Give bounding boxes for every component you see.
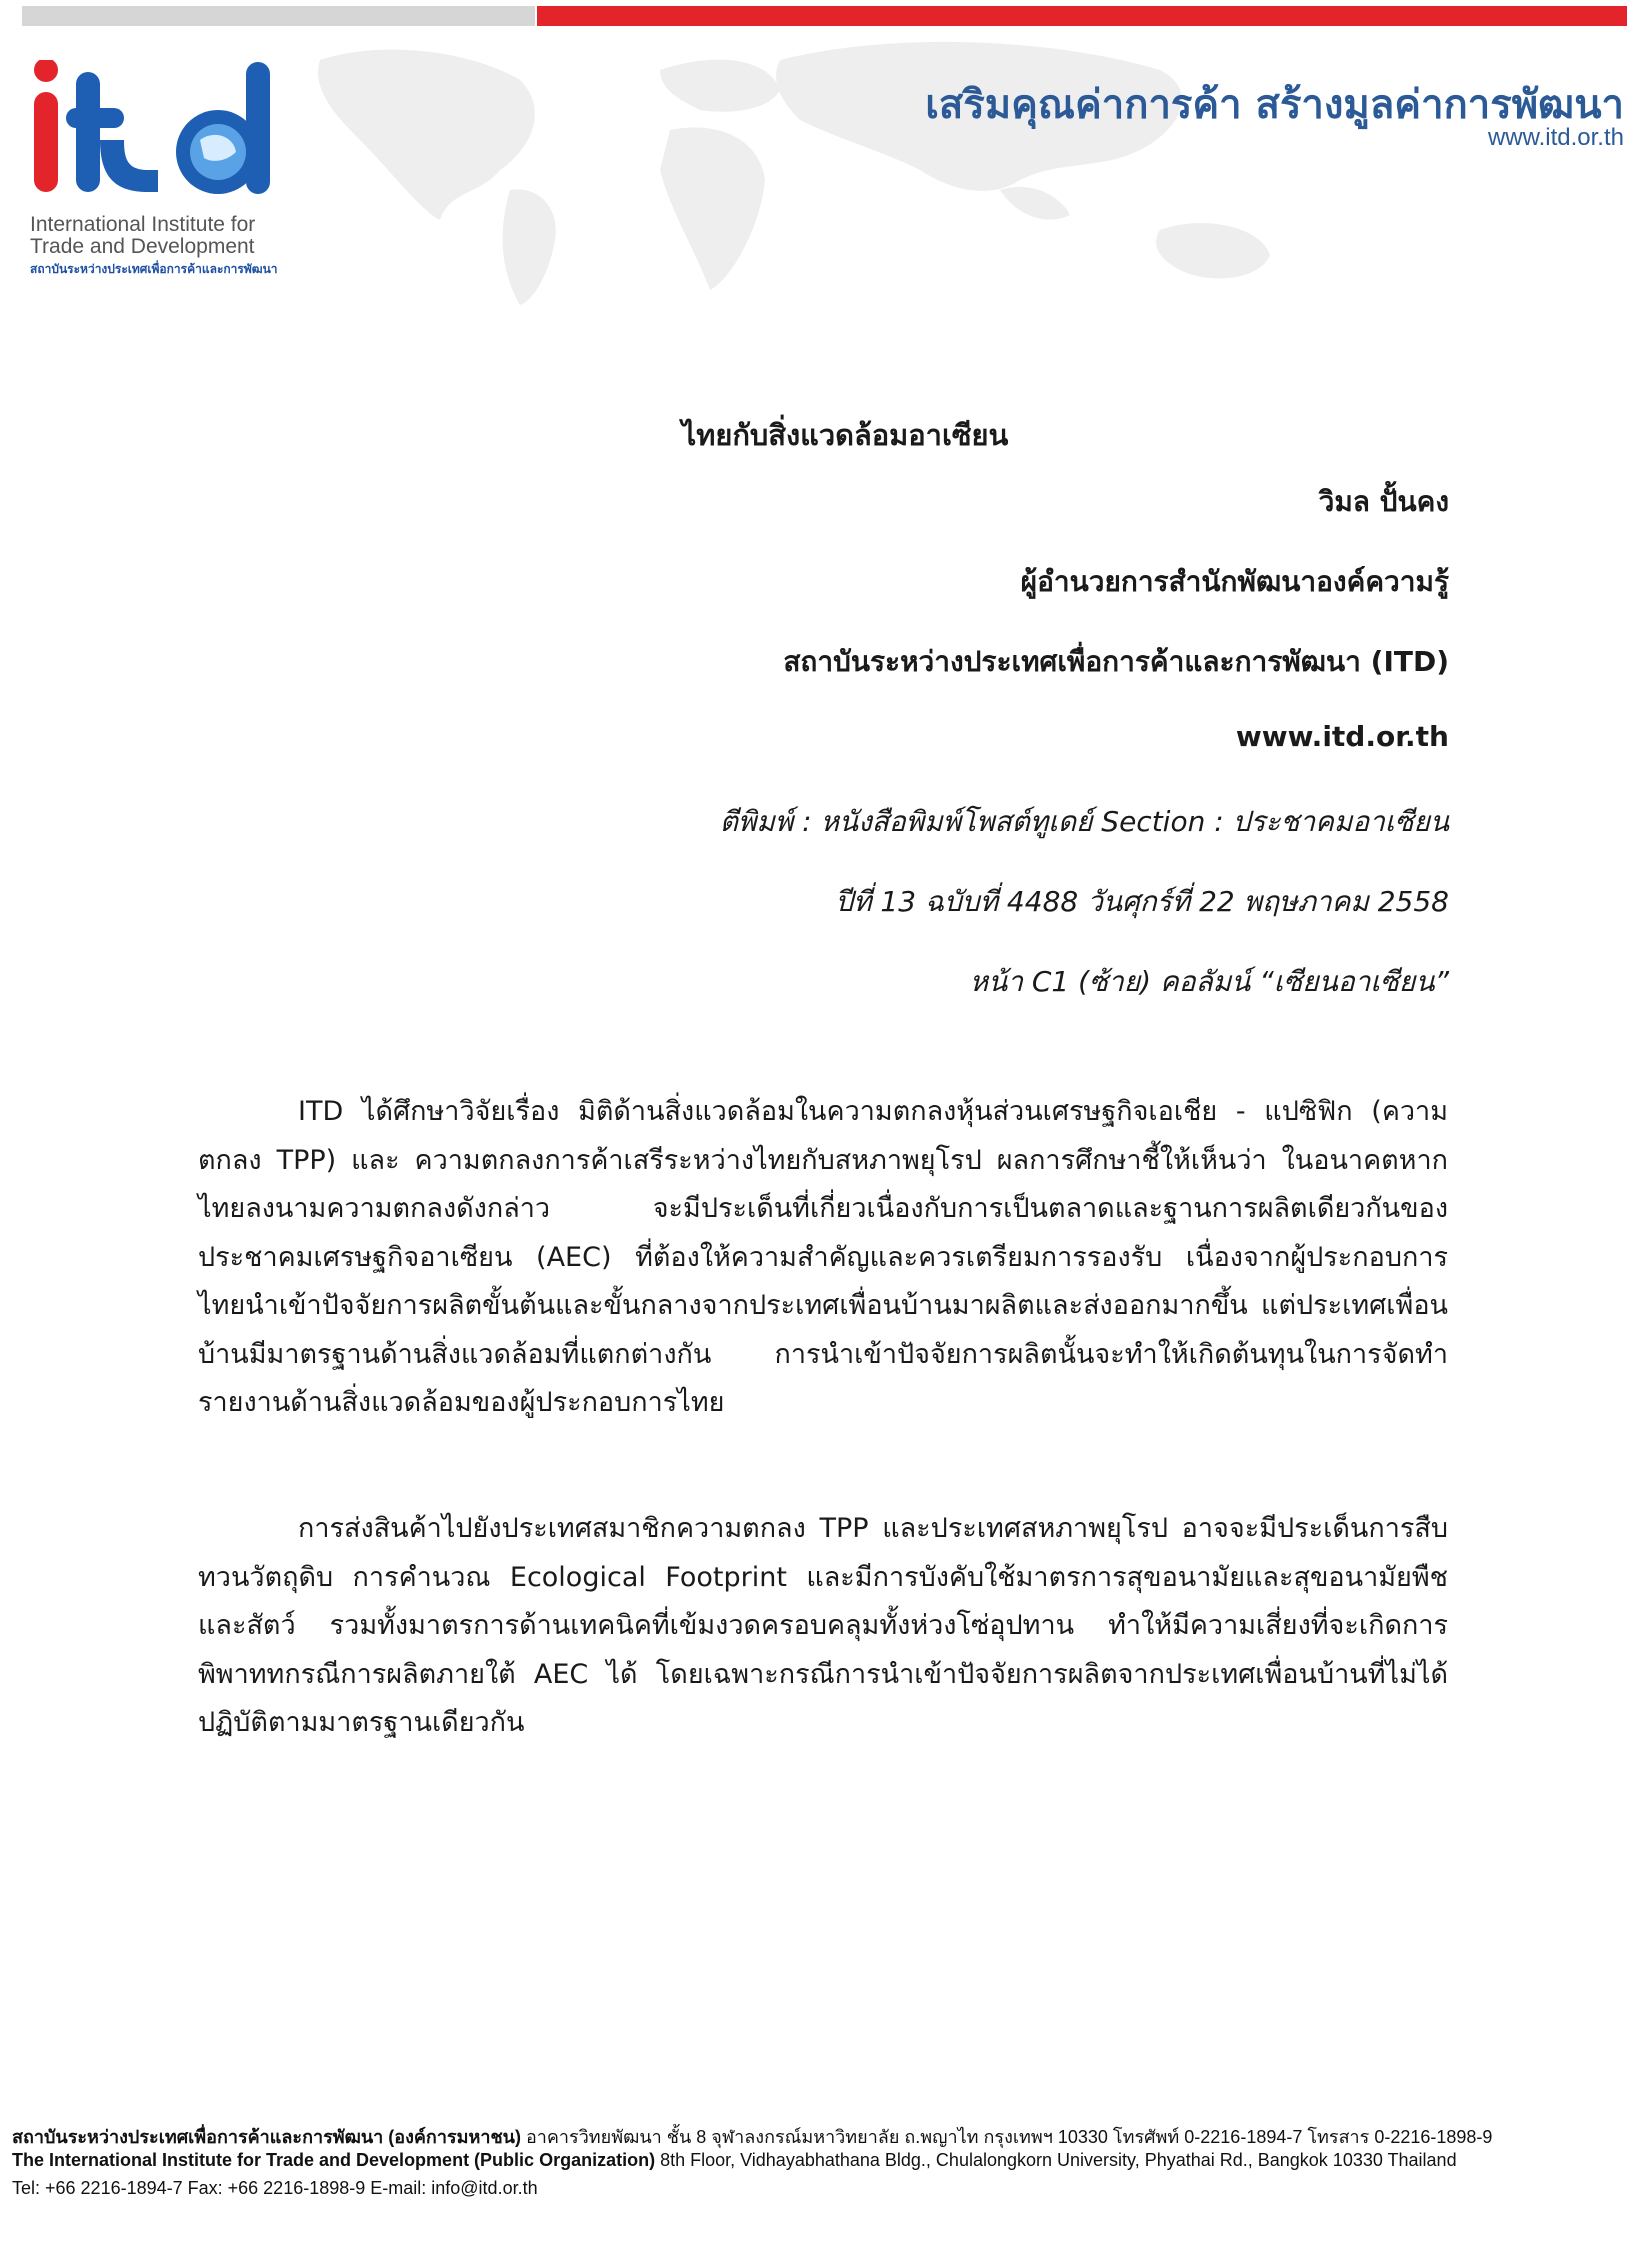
- footer-line-1: [12, 2122, 1492, 2151]
- footer-contact: Tel: +66 2216-1894-7 Fax: +66 2216-1898-9 E-mail: info@itd.or.th: [12, 2178, 538, 2198]
- itd-logo: [28, 60, 288, 220]
- body-paragraph-2: การส่งสินค้าไปยังประเทศสมาชิกความตกลง TPP และประเทศสหภาพยุโรป อาจจะมีประเด็นการสืบทวนวัตถุดิบ การคำนวณ Ecological Footprint และมีการบังคับใช้มาตรการสุขอนามัยและสุขอนามัยพืชและสัตว์ รวมทั้งมาตรการด้านเทคนิคที่เข้มงวดครอบคลุมทั้งห่วงโซ่อุปทาน ทำให้มีความเสี่ยงที่จะเกิดการพิพาททกรณีการผลิตภายใต้ AEC ได้ โดยเฉพาะกรณีการนำเข้าปัจจัยการผลิตจากประเทศเพื่อนบ้านที่ไม่ได้ปฏิบัติตามมาตรฐานเดียวกัน: [198, 1513, 1448, 1738]
- header-slogan: เสริมคุณค่าการค้า สร้างมูลค่าการพัฒนา: [925, 82, 1624, 128]
- footer-org-english: The International Institute for Trade and Development (Public Organization): [12, 2150, 656, 2170]
- footer-address-english: 8th Floor, Vidhayabhathana Bldg., Chulalongkorn University, Phyathai Rd., Bangkok 10330 Thailand: [655, 2150, 1457, 2170]
- logo-line-2: Trade and Development: [30, 235, 255, 258]
- page-column-info: หน้า C1 (ซ้าย) คอลัมน์ “เซียนอาเซียน”: [969, 965, 1449, 998]
- author-organization: สถาบันระหว่างประเทศเพื่อการค้าและการพัฒนา (ITD): [783, 645, 1449, 678]
- author-name: วิมล ปั้นคง: [1318, 485, 1449, 518]
- footer-address-thai: อาคารวิทยพัฒนา ชั้น 8 จุฬาลงกรณ์มหาวิทยาลัย ถ.พญาไท กรุงเทพฯ 10330 โทรศัพท์ 0-2216-1894-7 โทรสาร 0-2216-1898-9: [520, 2127, 1493, 2147]
- footer-line-2: [12, 2150, 1457, 2171]
- body-paragraph-1: ITD ได้ศึกษาวิจัยเรื่อง มิติด้านสิ่งแวดล้อมในความตกลงหุ้นส่วนเศรษฐกิจเอเชีย - แปซิฟิก (ความตกลง TPP) และ ความตกลงการค้าเสรีระหว่างไทยกับสหภาพยุโรป ผลการศึกษาชี้ให้เห็นว่า ในอนาคตหากไทยลงนามความตกลงดังกล่าว จะมีประเด็นที่เกี่ยวเนื่องกับการเป็นตลาดและฐานการผลิตเดียวกันของประชาคมเศรษฐกิจอาเซียน (AEC) ที่ต้องให้ความสำคัญและควรเตรียมการรองรับ เนื่องจากผู้ประกอบการไทยนำเข้าปัจจัยการผลิตขั้นต้นและขั้นกลางจากประเทศเพื่อนบ้านมาผลิตและส่งออกมากขึ้น แต่ประเทศเพื่อนบ้านมีมาตรฐานด้านสิ่งแวดล้อมที่แตกต่างกัน การนำเข้าปัจจัยการผลิตนั้นจะทำให้เกิดต้นทุนในการจัดทำรายงานด้านสิ่งแวดล้อมของผู้ประกอบการไทย: [198, 1096, 1448, 1418]
- publication-info: ตีพิมพ์ : หนังสือพิมพ์โพสต์ทูเดย์ Section : ประชาคมอาเซียน: [719, 805, 1449, 838]
- logo-line-3: สถาบันระหว่างประเทศเพื่อการค้าและการพัฒนา: [30, 262, 278, 276]
- organization-website: www.itd.or.th: [1235, 720, 1449, 753]
- header-url: www.itd.or.th: [1487, 124, 1624, 151]
- issue-info: ปีที่ 13 ฉบับที่ 4488 วันศุกร์ที่ 22 พฤษภาคม 2558: [835, 885, 1449, 918]
- article-title: ไทยกับสิ่งแวดล้อมอาเซียน: [681, 418, 1009, 452]
- footer-org-thai: สถาบันระหว่างประเทศเพื่อการค้าและการพัฒนา (องค์การมหาชน): [12, 2127, 521, 2147]
- author-position: ผู้อำนวยการสำนักพัฒนาองค์ความรู้: [1020, 565, 1449, 598]
- logo-line-1: International Institute for: [30, 213, 256, 236]
- world-map-watermark: [300, 20, 1430, 310]
